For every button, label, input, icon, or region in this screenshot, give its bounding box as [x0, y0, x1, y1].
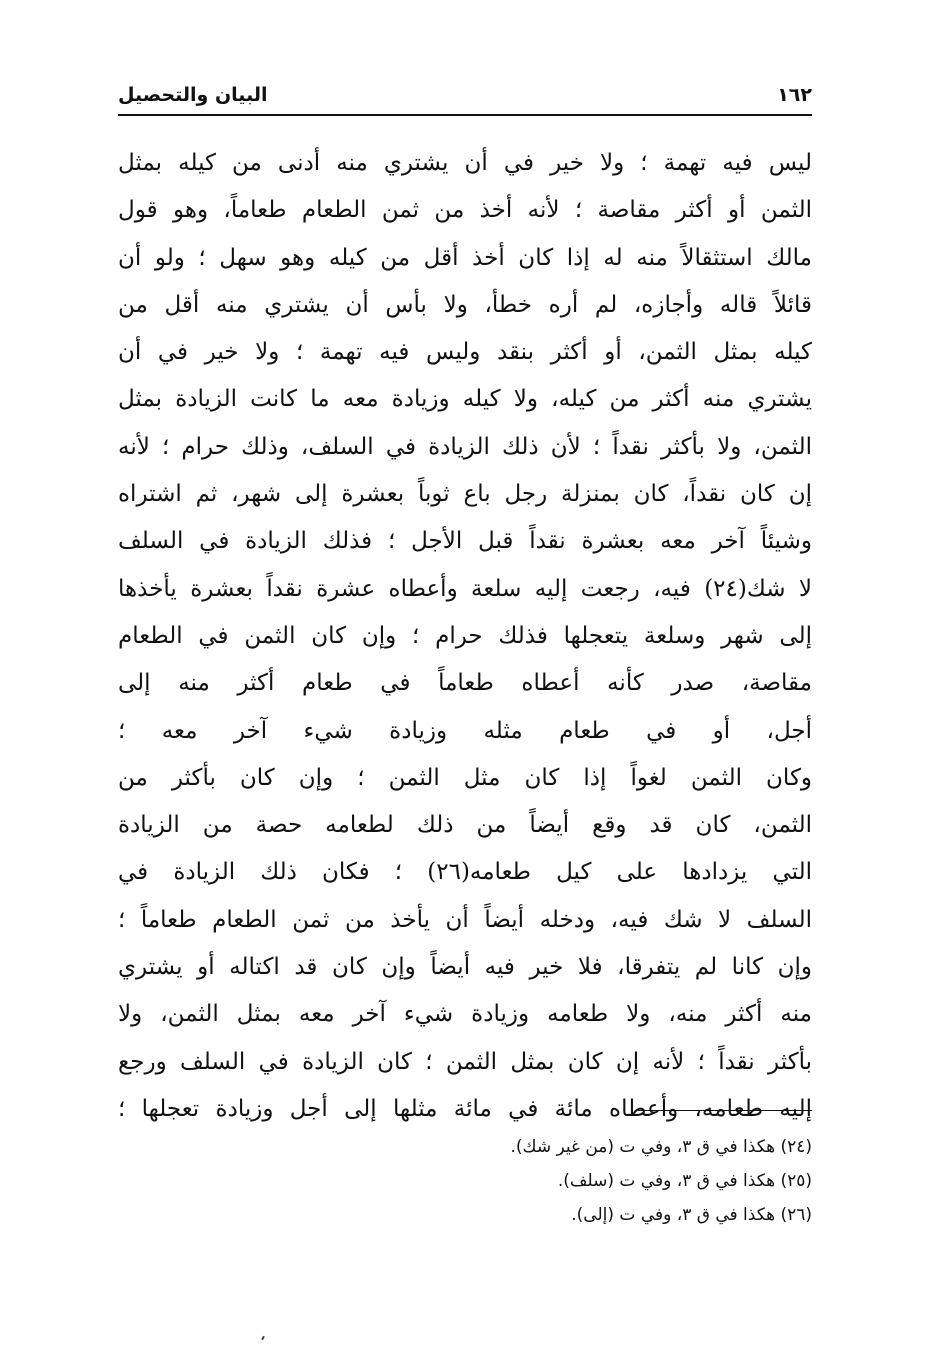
body-line: الثمن، كان قد وقع أيضاً من ذلك لطعامه حصة من الزيادة	[118, 812, 812, 839]
body-line: ليس فيه تهمة ؛ ولا خير في أن يشتري منه أدنى من كيله بمثل	[118, 150, 812, 176]
body-line: يشتري منه أكثر من كيله، ولا كيله وزيادة معه ما كانت الزيادة بمثل	[118, 386, 812, 413]
body-line: الثمن، ولا بأكثر نقداً ؛ لأن ذلك الزيادة في السلف، وذلك حرام ؛ لأنه	[118, 433, 812, 460]
body-line: كيله بمثل الثمن، أو أكثر بنقد وليس فيه تهمة ؛ ولا خير في أن	[118, 339, 812, 366]
scan-speck	[261, 1336, 265, 1340]
body-line: أجل، أو في طعام مثله وزيادة شيء آخر معه ؛	[118, 717, 812, 744]
body-text	[118, 140, 812, 1133]
footnote-rule	[638, 1110, 812, 1111]
body-line: مقاصة، صدر كأنه أعطاه طعاماً في طعام أكثر منه إلى	[118, 670, 812, 697]
body-line: السلف لا شك فيه، ودخله أيضاً أن يأخذ من ثمن الطعام طعاماً ؛	[118, 906, 812, 933]
body-line: بأكثر نقداً ؛ لأنه إن كان بمثل الثمن ؛ كان الزيادة في السلف ورجع	[118, 1048, 812, 1075]
body-line: لا شك(٢٤) فيه، رجعت إليه سلعة وأعطاه عشرة نقداً بعشرة يأخذها	[118, 575, 812, 602]
footnote-24: (٢٤) هكذا في ق ٣، وفي ت (من غير شك).	[510, 1137, 812, 1157]
footnote-25: (٢٥) هكذا في ق ٣، وفي ت (سلف).	[557, 1171, 812, 1191]
body-line: التي يزدادها على كيل طعامه(٢٦) ؛ فكان ذلك الزيادة في	[118, 859, 812, 886]
footnote-26: (٢٦) هكذا في ق ٣، وفي ت (إلى).	[571, 1205, 812, 1225]
body-line: وشيئاً آخر معه بعشرة نقداً قبل الأجل ؛ فذلك الزيادة في السلف	[118, 528, 812, 555]
footnotes	[118, 1130, 812, 1232]
running-header	[118, 82, 812, 112]
header-rule	[118, 114, 812, 116]
body-line: إلى شهر وسلعة يتعجلها فذلك حرام ؛ وإن كان الثمن في الطعام	[118, 622, 812, 649]
body-line: إليه طعامه، وأعطاه مائة في مائة مثلها إلى أجل وزيادة تعجلها ؛	[118, 1095, 812, 1122]
body-line: وإن كانا لم يتفرقا، فلا خير فيه أيضاً وإن كان قد اكتاله أو يشتري	[118, 954, 812, 981]
body-line: قائلاً قاله وأجازه، لم أره خطأ، ولا بأس أن يشتري منه أقل من	[118, 291, 812, 318]
book-title: البيان والتحصيل	[118, 84, 268, 106]
page-number: ١٦٢	[777, 84, 812, 106]
body-line: مالك استثقالاً منه له إذا كان أخذ أقل من كيله وهو سهل ؛ ولو أن	[118, 244, 812, 271]
body-line: إن كان نقداً، كان بمنزلة رجل باع ثوباً بعشرة إلى شهر، ثم اشتراه	[118, 481, 812, 508]
body-line: منه أكثر منه، ولا طعامه وزيادة شيء آخر معه بمثل الثمن، ولا	[118, 1001, 812, 1028]
body-line: الثمن أو أكثر مقاصة ؛ لأنه أخذ من ثمن الطعام طعاماً، وهو قول	[118, 197, 812, 224]
body-line: وكان الثمن لغواً إذا كان مثل الثمن ؛ وإن كان بأكثر من	[118, 764, 812, 791]
